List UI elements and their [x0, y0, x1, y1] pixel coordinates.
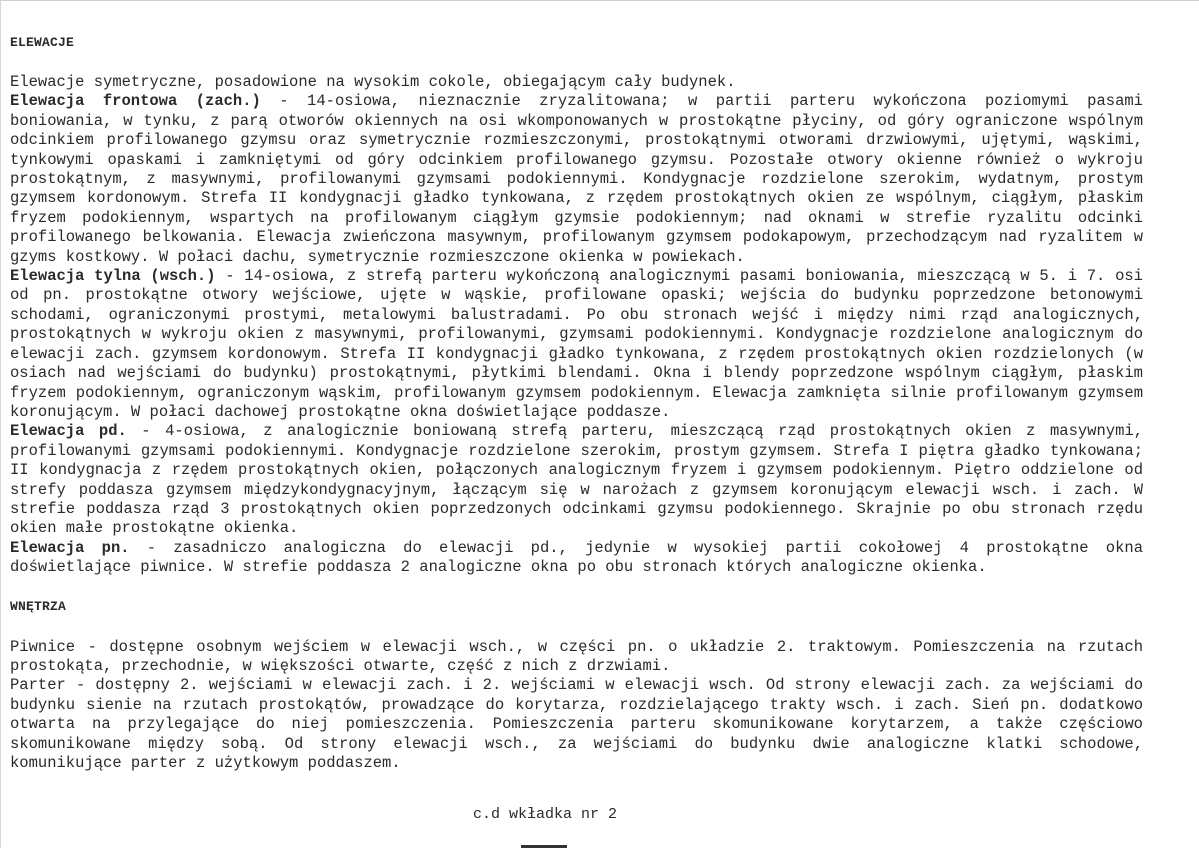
text-elewacja-frontowa: - 14-osiowa, nieznacznie zryzalitowana; w partii parteru wykończona poziomymi pasami boniowania, w tynku, z parą otworów okiennych na osi wkomponowanych w prostokątne płyciny, od góry ograniczone wspólnym odcinkiem profilowanego gzymsu oraz symetrycznie rozmieszczonymi, prostokątnymi otworami drzwiowymi, ujętymi, wąskimi, tynkowymi opaskami i zamkniętymi od góry odcinkiem profilowanego gzymsu. Pozostałe otwory okienne również o wykroju prostokątnym, z masywnymi, profilowanymi gzymsami podokiennymi. Kondygnacje rozdzielone szerokim, wydatnym, prostym gzymsem kordonowym. Strefa II kondygnacji gładko tynkowana, z rzędem prostokątnych okien ze wspólnym, ciągłym, płaskim fryzem podokiennym, wspartych na profilowanym ciągłym gzymsie podokiennym; nad oknami w strefie ryzalitu odcinki profilowanego belkowania. Elewacja zwieńczona masywnym, profilowanym gzymsem podokapowym, przechodzącym nad ryzalitem w gzyms kostkowy. W połaci dachu, symetrycznie rozmieszczone okienka w powiekach. — [10, 92, 1143, 266]
text-elewacja-pd: - 4-osiowa, z analogicznie boniowaną strefą parteru, mieszczącą rząd prostokątnych okien z masywnymi, profilowanymi gzymsami podokiennymi. Kondygnacje rozdzielone szerokim, prostym gzymsem. Strefa I piętra gładko tynkowana; II kondygnacja z rzędem prostokątnych okien, połączonych analogicznym fryzem i gzymsem podokiennym. Piętro oddzielone od strefy poddasza gzymsem międzykondygnacyjnym, łączącym się w narożach z gzymsem koronującym elewacji wsch. i zach. W strefie poddasza rząd 3 prostokątnych okien poprzedzonych odcinkami gzymsu podokiennego. Skrajnie po obu stronach rzędu okien małe prostokątne okienka. — [10, 422, 1143, 538]
paragraph-elewacja-tylna — [10, 267, 1143, 422]
paragraph-elewacja-frontowa — [10, 92, 1143, 267]
label-elewacja-pn: Elewacja pn. — [10, 538, 130, 557]
text-elewacja-pn: - zasadniczo analogiczna do elewacji pd., jedynie w wysokiej partii cokołowej 4 prostokątne okna doświetlające piwnice. W strefie poddasza 2 analogiczne okna po obu stronach których analogiczne okienka. — [10, 538, 1143, 577]
continuation-note: c.d wkładka nr 2 — [472, 806, 618, 823]
paragraph-parter: Parter - dostępny 2. wejściami w elewacji zach. i 2. wejściami w elewacji wsch. Od strony elewacji zach. za wejściami do budynku sienie na rzutach prostokątów, prowadzące do korytarza, rozdzielającego trakty wsch. i zach. Sień pn. dodatkowo otwarta na przylegające do niej pomieszczenia. Pomieszczenia parteru skomunikowane korytarzem, a także częściowo skomunikowane między sobą. Od strony elewacji wsch., za wejściami do budynku dwie analogiczne klatki schodowe, komunikujące parter z użytkowym poddaszem. — [10, 676, 1143, 772]
label-elewacja-pd: Elewacja pd. — [10, 422, 127, 441]
label-elewacja-frontowa: Elewacja frontowa (zach.) — [10, 92, 261, 111]
label-elewacja-tylna: Elewacja tylna (wsch.) — [10, 267, 216, 286]
document-body — [10, 35, 1143, 773]
paragraph-piwnice: Piwnice - dostępne osobnym wejściem w elewacji wsch., w części pn. o układzie 2. traktowym. Pomieszczenia na rzutach prostokąta, przechodnie, w większości otwarte, część z nich z drzwiami. — [10, 637, 1143, 675]
section-heading-elewacje: ELEWACJE — [10, 35, 75, 50]
paragraph-intro: Elewacje symetryczne, posadowione na wysokim cokole, obiegającym cały budynek. — [10, 73, 736, 91]
paragraph-elewacja-pd — [10, 422, 1143, 538]
paragraph-elewacja-pn — [10, 539, 1143, 578]
section-heading-wnetrza: WNĘTRZA — [10, 598, 67, 614]
text-elewacja-tylna: - 14-osiowa, z strefą parteru wykończoną analogicznymi pasami boniowania, mieszczącą w 5. i 7. osi od pn. prostokątne otwory wejściowe, ujęte w wąskie, profilowane opaski; wejścia do budynku poprzedzone betonowymi schodami, ograniczonymi prostymi, metalowymi balustradami. Po obu stronach wejść i między nimi rząd analogicznych, prostokątnych w wykroju okien z masywnymi, profilowanymi, gzymsami podokiennymi. Kondygnacje rozdzielone analogicznym do elewacji zach. gzymsem kordonowym. Strefa II kondygnacji gładko tynkowana, z rzędem prostokątnych okien rozdzielonych (w osiach nad wejściami do budynku) prostokątnymi, płytkimi blendami. Okna i blendy poprzedzone wspólnym ciągłym, płaskim fryzem podokiennym, ograniczonym wąskim, profilowanym gzymsem podokiennym. Elewacja zamknięta silnie profilowanym gzymsem koronującym. W połaci dachowej prostokątne okna doświetlające poddasze. — [10, 267, 1143, 421]
